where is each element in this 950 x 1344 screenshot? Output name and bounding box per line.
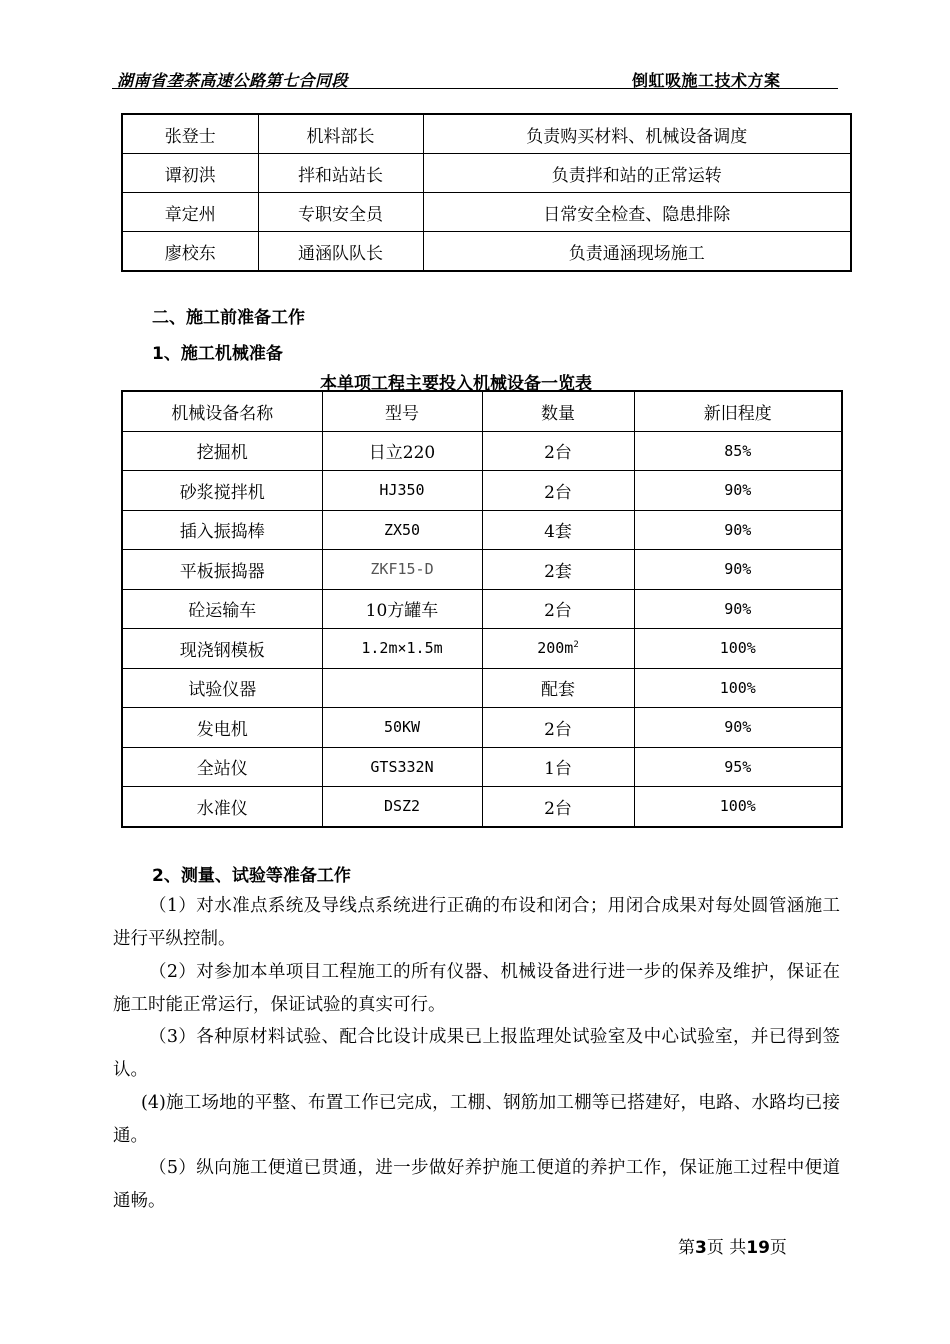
equipment-quantity: 4套 bbox=[482, 510, 634, 550]
equipment-name: 试验仪器 bbox=[122, 668, 322, 708]
equipment-name: 水准仪 bbox=[122, 787, 322, 827]
staff-name: 谭初洪 bbox=[122, 154, 258, 193]
equipment-model bbox=[322, 668, 482, 708]
table-row bbox=[122, 629, 842, 669]
table-row bbox=[122, 589, 842, 629]
equipment-model: 1.2m×1.5m bbox=[322, 629, 482, 669]
staff-responsibility-table bbox=[121, 113, 852, 272]
staff-position: 机料部长 bbox=[258, 114, 423, 154]
paragraph-4: (4)施工场地的平整、布置工作已完成，工棚、钢筋加工棚等已搭建好，电路、水路均已接通。 bbox=[113, 1093, 840, 1146]
staff-name: 张登士 bbox=[122, 114, 258, 154]
paragraph-2: （2）对参加本单项目工程施工的所有仪器、机械设备进行进一步的保养及维护，保证在施工时能正常运行，保证试验的真实可行。 bbox=[113, 962, 840, 1015]
equipment-model: ZX50 bbox=[322, 510, 482, 550]
equipment-condition: 95% bbox=[634, 747, 842, 787]
paragraph-5: （5）纵向施工便道已贯通，进一步做好养护施工便道的养护工作，保证施工过程中便道通畅。 bbox=[113, 1158, 840, 1211]
equipment-name: 平板振捣器 bbox=[122, 550, 322, 590]
paragraph-3: （3）各种原材料试验、配合比设计成果已上报监理处试验室及中心试验室，并已得到签认。 bbox=[113, 1027, 840, 1080]
table-row bbox=[122, 193, 851, 232]
equipment-model: 50KW bbox=[322, 708, 482, 748]
staff-position: 拌和站站长 bbox=[258, 154, 423, 193]
quantity-value: 200m bbox=[537, 639, 574, 658]
column-header: 数量 bbox=[482, 391, 634, 431]
equipment-condition: 90% bbox=[634, 550, 842, 590]
total-pages: 19 bbox=[746, 1238, 770, 1258]
equipment-table bbox=[121, 390, 843, 828]
equipment-condition: 100% bbox=[634, 787, 842, 827]
header-document-title: 倒虹吸施工技术方案 bbox=[632, 71, 781, 90]
table-row bbox=[122, 550, 842, 590]
equipment-condition: 90% bbox=[634, 589, 842, 629]
header-project-name: 湖南省垄茶高速公路第七合同段 bbox=[117, 71, 349, 90]
column-header: 机械设备名称 bbox=[122, 391, 322, 431]
equipment-name: 全站仪 bbox=[122, 747, 322, 787]
equipment-name: 砂浆搅拌机 bbox=[122, 471, 322, 511]
staff-position: 通涵队队长 bbox=[258, 232, 423, 272]
equipment-table-caption: 本单项工程主要投入机械设备一览表 bbox=[320, 374, 592, 394]
equipment-quantity: 2台 bbox=[482, 471, 634, 511]
subsection-title-survey: 2、测量、试验等准备工作 bbox=[152, 866, 351, 886]
header-divider bbox=[112, 88, 838, 89]
equipment-condition: 100% bbox=[634, 668, 842, 708]
equipment-condition: 90% bbox=[634, 510, 842, 550]
equipment-model: DSZ2 bbox=[322, 787, 482, 827]
equipment-quantity: 2台 bbox=[482, 431, 634, 471]
superscript-exponent: 2 bbox=[573, 640, 579, 651]
equipment-quantity: 2台 bbox=[482, 589, 634, 629]
equipment-quantity bbox=[482, 629, 634, 669]
page-number bbox=[678, 1233, 787, 1258]
equipment-name: 发电机 bbox=[122, 708, 322, 748]
staff-duty: 负责通涵现场施工 bbox=[423, 232, 851, 272]
staff-name: 廖校东 bbox=[122, 232, 258, 272]
column-header: 型号 bbox=[322, 391, 482, 431]
equipment-model: HJ350 bbox=[322, 471, 482, 511]
staff-duty: 负责购买材料、机械设备调度 bbox=[423, 114, 851, 154]
staff-duty: 日常安全检查、隐患排除 bbox=[423, 193, 851, 232]
equipment-quantity: 1台 bbox=[482, 747, 634, 787]
subsection-title-machinery: 1、施工机械准备 bbox=[152, 344, 283, 364]
table-row bbox=[122, 708, 842, 748]
table-row bbox=[122, 154, 851, 193]
equipment-condition: 85% bbox=[634, 431, 842, 471]
table-header-row bbox=[122, 391, 842, 431]
equipment-quantity: 2台 bbox=[482, 787, 634, 827]
equipment-quantity: 2台 bbox=[482, 708, 634, 748]
equipment-model: ZKF15-D bbox=[322, 550, 482, 590]
staff-duty: 负责拌和站的正常运转 bbox=[423, 154, 851, 193]
equipment-model: GTS332N bbox=[322, 747, 482, 787]
table-row bbox=[122, 471, 842, 511]
staff-name: 章定州 bbox=[122, 193, 258, 232]
column-header: 新旧程度 bbox=[634, 391, 842, 431]
equipment-condition: 90% bbox=[634, 708, 842, 748]
equipment-quantity: 配套 bbox=[482, 668, 634, 708]
page-prefix: 第 bbox=[678, 1238, 695, 1258]
equipment-model: 10方罐车 bbox=[322, 589, 482, 629]
equipment-name: 现浇钢模板 bbox=[122, 629, 322, 669]
equipment-quantity: 2套 bbox=[482, 550, 634, 590]
equipment-model: 日立220 bbox=[322, 431, 482, 471]
staff-position: 专职安全员 bbox=[258, 193, 423, 232]
page-mid: 页 共 bbox=[706, 1238, 747, 1258]
equipment-condition: 90% bbox=[634, 471, 842, 511]
table-row bbox=[122, 787, 842, 827]
current-page: 3 bbox=[695, 1238, 707, 1258]
table-row bbox=[122, 668, 842, 708]
table-row bbox=[122, 747, 842, 787]
section-title: 二、施工前准备工作 bbox=[152, 308, 305, 328]
table-row bbox=[122, 510, 842, 550]
equipment-name: 插入振捣棒 bbox=[122, 510, 322, 550]
equipment-name: 砼运输车 bbox=[122, 589, 322, 629]
equipment-name: 挖掘机 bbox=[122, 431, 322, 471]
table-row bbox=[122, 232, 851, 272]
table-row bbox=[122, 431, 842, 471]
equipment-condition: 100% bbox=[634, 629, 842, 669]
page-suffix: 页 bbox=[769, 1238, 787, 1258]
paragraph-1: （1）对水准点系统及导线点系统进行正确的布设和闭合；用闭合成果对每处圆管涵施工进行平纵控制。 bbox=[113, 896, 840, 949]
table-row bbox=[122, 114, 851, 154]
